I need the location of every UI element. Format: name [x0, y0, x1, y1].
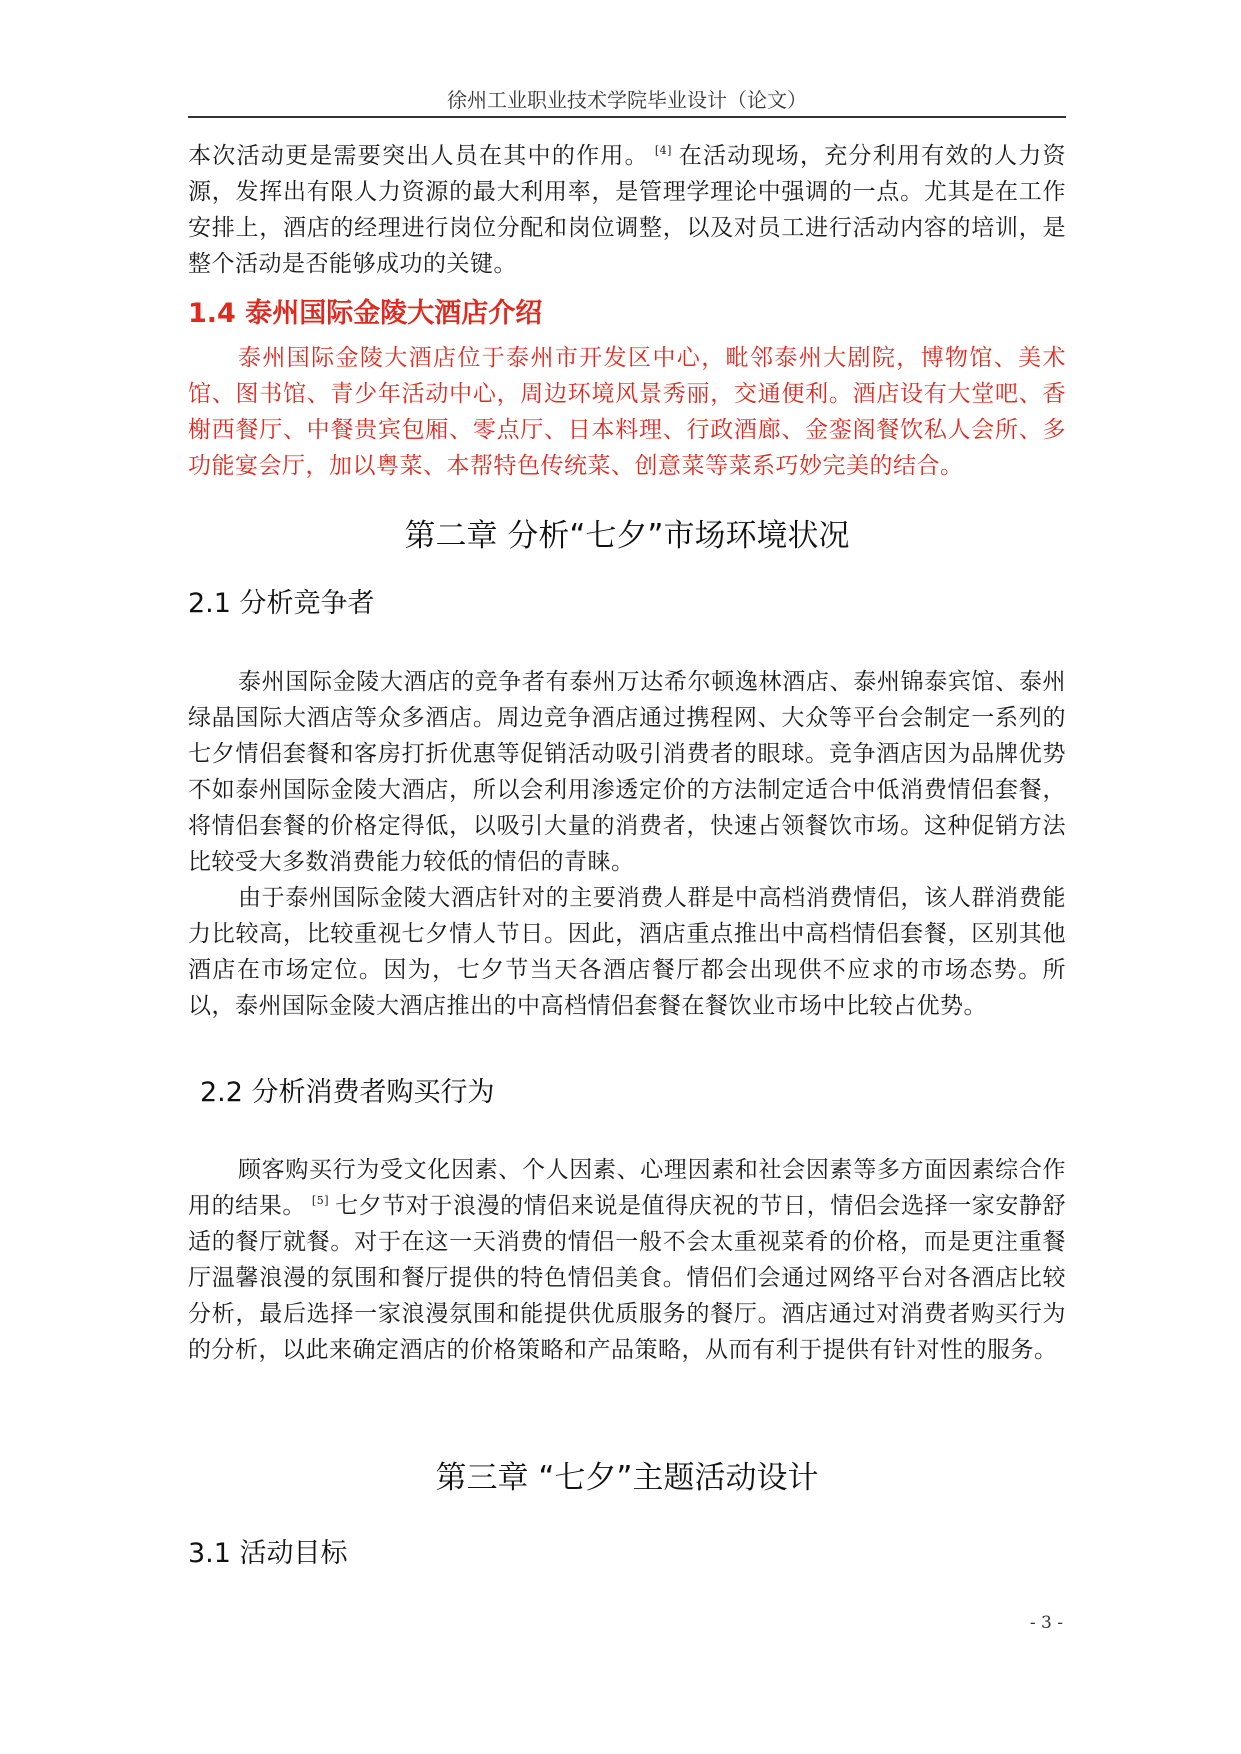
section-2-2-text: 顾客购买行为受文化因素、个人因素、心理因素和社会因素等多方面因素综合作用的结果。 [188, 1157, 1066, 1219]
page-header: 徐州工业职业技术学院毕业设计（论文） [188, 84, 1066, 118]
page-number: - 3 - [1029, 1613, 1063, 1633]
section-1-4-body: 泰州国际金陵大酒店位于泰州市开发区中心，毗邻泰州大剧院，博物馆、美术馆、图书馆、青少年活动中心，周边环境风景秀丽，交通便利。酒店设有大堂吧、香榭西餐厅、中餐贵宾包厢、零点厅、日本料理、行政酒廊、金銮阁餐饮私人会所、多功能宴会厅，加以粤菜、本帮特色传统菜、创意菜等菜系巧妙完美的结合。 [188, 345, 1066, 479]
section-2-1-paragraph-1: 泰州国际金陵大酒店的竞争者有泰州万达希尔顿逸林酒店、泰州锦泰宾馆、泰州绿晶国际大酒店等众多酒店。周边竞争酒店通过携程网、大众等平台会制定一系列的七夕情侣套餐和客房打折优惠等促销活动吸引消费者的眼球。竞争酒店因为品牌优势不如泰州国际金陵大酒店，所以会利用渗透定价的方法制定适合中低消费情侣套餐，将情侣套餐的价格定得低，以吸引大量的消费者，快速占领餐饮市场。这种促销方法比较受大多数消费能力较低的情侣的青睐。 [188, 669, 1066, 875]
intro-text: 本次活动更是需要突出人员在其中的作用。 [188, 143, 649, 169]
section-1-4-heading: 1.4 泰州国际金陵大酒店介绍 [188, 298, 543, 329]
section-2-2-heading: 2.2 分析消费者购买行为 [200, 1077, 495, 1108]
intro-paragraph [188, 138, 1066, 282]
section-2-1-heading: 2.1 分析竞争者 [188, 588, 375, 619]
section-2-2-paragraph [188, 1152, 1066, 1368]
citation-5: [5] [311, 1194, 329, 1208]
section-2-1-paragraph-2: 由于泰州国际金陵大酒店针对的主要消费人群是中高档消费情侣，该人群消费能力比较高，比较重视七夕情人节日。因此，酒店重点推出中高档情侣套餐，区别其他酒店在市场定位。因为，七夕节当天各酒店餐厅都会出现供不应求的市场态势。所以，泰州国际金陵大酒店推出的中高档情侣套餐在餐饮业市场中比较占优势。 [188, 885, 1066, 1019]
section-3-1-heading: 3.1 活动目标 [188, 1538, 348, 1569]
chapter-2-title: 第二章 分析“七夕”市场环境状况 [404, 518, 850, 554]
section-2-2-text-2: 七夕节对于浪漫的情侣来说是值得庆祝的节日，情侣会选择一家安静舒适的餐厅就餐。对于在这一天消费的情侣一般不会太重视菜肴的价格，而是更注重餐厅温馨浪漫的氛围和餐厅提供的特色情侣美食。情侣们会通过网络平台对各酒店比较分析，最后选择一家浪漫氛围和能提供优质服务的餐厅。酒店通过对消费者购买行为的分析，以此来确定酒店的价格策略和产品策略，从而有利于提供有针对性的服务。 [188, 1193, 1067, 1363]
citation-4: [4] [654, 144, 672, 158]
intro-text-2: 在活动现场，充分利用有效的人力资源，发挥出有限人力资源的最大利用率，是管理学理论中强调的一点。尤其是在工作安排上，酒店的经理进行岗位分配和岗位调整，以及对员工进行活动内容的培训，是整个活动是否能够成功的关键。 [188, 143, 1067, 277]
chapter-3-title: 第三章 “七夕”主题活动设计 [435, 1460, 819, 1496]
